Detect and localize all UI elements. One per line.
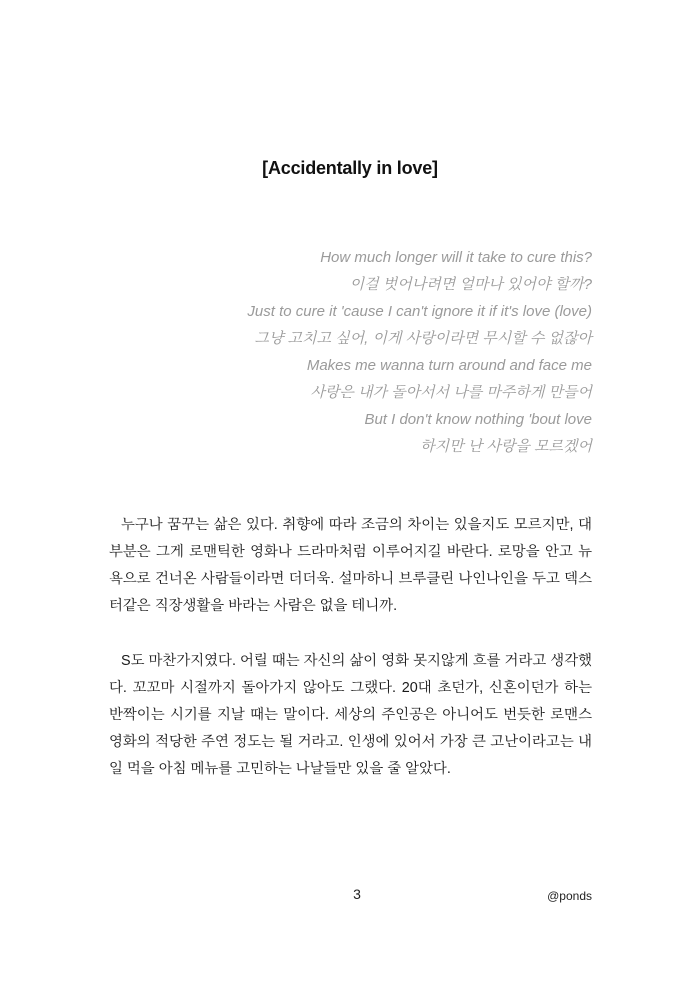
- lyric-line: Just to cure it 'cause I can't ignore it if it's love (love): [247, 303, 592, 320]
- lyric-line: 사랑은 내가 돌아서서 나를 마주하게 만들어: [310, 384, 592, 401]
- lyric-line: 그냥 고치고 싶어, 이게 사랑이라면 무시할 수 없잖아: [254, 330, 592, 347]
- lyric-line: But I don't know nothing 'bout love: [364, 411, 592, 428]
- lyrics-block: [112, 244, 592, 460]
- paragraph-text: 누구나 꿈꾸는 삶은 있다. 취향에 따라 조금의 차이는 있을지도 모르지만, 대부분은 그게 로맨틱한 영화나 드라마처럼 이루어지길 바란다. 로망을 안고 뉴욕으로 건너온 사람들이라면 더더욱. 설마하니 브루클린 나인나인을 두고 덱스터같은 직장생활을 바라는 사람은 없을 테니까.: [109, 517, 592, 614]
- body-paragraph-1: [109, 512, 592, 620]
- body-paragraph-2: [109, 648, 592, 783]
- lyric-line: 하지만 난 사랑을 모르겠어: [420, 438, 592, 455]
- lyric-line: 이걸 벗어나려면 얼마나 있어야 할까?: [349, 276, 592, 293]
- lyric-line: Makes me wanna turn around and face me: [306, 357, 592, 374]
- lyric-line: How much longer will it take to cure this?: [320, 249, 592, 266]
- page-number: 3: [353, 886, 361, 902]
- chapter-title: [Accidentally in love]: [262, 158, 438, 178]
- author-handle: @ponds: [547, 889, 592, 903]
- paragraph-text: S도 마찬가지였다. 어릴 때는 자신의 삶이 영화 못지않게 흐를 거라고 생각했다. 꼬꼬마 시절까지 돌아가지 않아도 그랬다. 20대 초던가, 신혼이던가 하는 반짝이는 시기를 지날 때는 말이다. 세상의 주인공은 아니어도 번듯한 로맨스 영화의 적당한 주연 정도는 될 거라고. 인생에 있어서 가장 큰 고난이라고는 내일 먹을 아침 메뉴를 고민하는 나날들만 있을 줄 알았다.: [109, 653, 592, 777]
